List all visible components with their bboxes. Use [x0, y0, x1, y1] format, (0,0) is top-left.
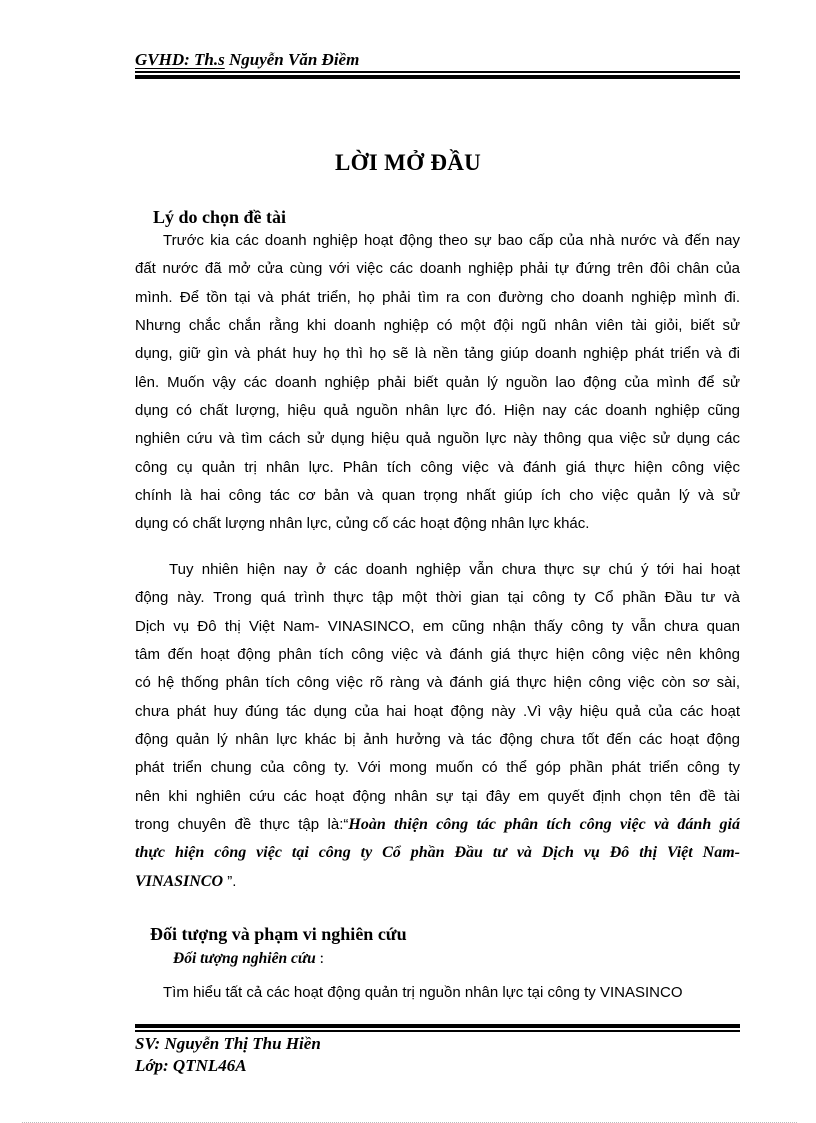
advisor-name: Nguyễn Văn Điềm [228, 50, 360, 69]
page-header [135, 50, 359, 70]
paragraph-1 [135, 227, 740, 539]
advisor-prefix: GVHD: Th.s [135, 50, 225, 69]
paragraph-line: Tuy nhiên hiện nay ở các doanh nghiệp vẫn chưa thực sự chú ý tới hai hoạt [169, 561, 740, 578]
section-heading-reason: Lý do chọn đề tài [153, 207, 287, 227]
paragraph-line: phát triển chung của công ty. Với mong muốn có thể góp phần phát triển công ty [135, 759, 740, 777]
paragraph-line: nên khi nghiên cứu các hoạt động nhân sự tại đây em quyết định chọn tên đề tài [135, 787, 740, 805]
header-rule-thin [135, 71, 740, 73]
paragraph-line: lên. Muốn vậy các doanh nghiệp phải biết quản lý nguồn lao động của mình để sử [135, 373, 740, 391]
paragraph-line: động quản lý nhân lực khác bị ảnh hưởng và tác động chưa tốt đến các hoạt động [135, 731, 740, 749]
subheading-text: Đối tượng nghiên cứu [173, 950, 316, 967]
paragraph-line: dụng có chất lượng, hiệu quả nguồn nhân lực đó. Hiện nay các doanh nghiệp cũng [135, 402, 740, 420]
footer-class: Lớp: QTNL46A [135, 1056, 247, 1075]
paragraph-2 [135, 556, 740, 896]
paragraph-line: nghiên cứu và tìm cách sử dụng hiệu quả nguồn lực này thông qua việc sử dụng các [135, 430, 740, 448]
paragraph-line: Nhưng chắc chắn rằng khi doanh nghiệp có một đội ngũ nhân viên tài giỏi, biết sử [135, 317, 740, 335]
topic-close: ”. [223, 872, 237, 890]
paragraph-line: công cụ quản trị nhân lực. Phân tích công việc và đánh giá thực hiện công việc [135, 458, 740, 476]
research-object-text: Tìm hiểu tất cả các hoạt động quản trị nguồn nhân lực tại công ty VINASINCO [163, 984, 683, 1001]
paragraph-line: Trước kia các doanh nghiệp hoạt động theo sự bao cấp của nhà nước và đến nay [163, 232, 740, 249]
topic-title-part: Hoàn thiện công tác phân tích công việc và đánh giá [348, 816, 740, 834]
page-title: LỜI MỞ ĐẦU [334, 150, 482, 175]
topic-title-part: VINASINCO [135, 872, 224, 890]
paragraph-line: động này. Trong quá trình thực tập một thời gian tại công ty Cổ phần Đầu tư và [135, 589, 740, 607]
subheading-research-object [173, 950, 324, 968]
paragraph-line [135, 868, 740, 896]
header-rule-thick [135, 75, 740, 79]
paragraph-line: dụng có chất lượng nhân lực, củng cố các hoạt động nhân lực khác. [135, 515, 590, 533]
paragraph-line: chưa phát huy đúng tác dụng của hai hoạt động này .Vì vậy hiệu quả của các hoạt [135, 702, 740, 720]
paragraph-line: có hệ thống phân tích công việc rõ ràng và đánh giá thực hiện công việc còn sơ sài, [135, 674, 740, 692]
paragraph-line: mình. Để tồn tại và phát triển, họ phải tìm ra con đường cho doanh nghiệp mình đi. [135, 288, 740, 306]
paragraph-line: dụng, giữ gìn và phát huy họ thì họ sẽ là nền tảng giúp doanh nghiệp phát triển và đi [135, 345, 740, 363]
topic-title-part: thực hiện công việc tại công ty Cổ phần Đầu tư và Dịch vụ Đô thị Việt Nam- [135, 844, 740, 862]
paragraph-line: tâm đến hoạt động phân tích công việc và đánh giá thực hiện công việc nên không [135, 646, 740, 664]
subheading-colon: : [315, 950, 324, 967]
footer-student: SV: Nguyễn Thị Thu Hiền [135, 1034, 321, 1053]
paragraph-line: Dịch vụ Đô thị Việt Nam- VINASINCO, em cũng nhận thấy công ty vẫn chưa quan [135, 617, 740, 635]
paragraph-line: đất nước đã mở cửa cùng với việc các doanh nghiệp phải tự đứng trên đôi chân của [135, 260, 740, 278]
paragraph-line [135, 811, 740, 839]
section-heading-scope: Đối tượng và phạm vi nghiên cứu [150, 924, 407, 944]
footer-rule-thin [135, 1030, 740, 1032]
footer-rule-thick [135, 1024, 740, 1028]
paragraph-line: chính là hai công tác cơ bản và quan trọng nhất giúp ích cho việc quản lý và sử [135, 487, 740, 505]
topic-lead: trong chuyên đề thực tập là:“ [135, 816, 349, 834]
